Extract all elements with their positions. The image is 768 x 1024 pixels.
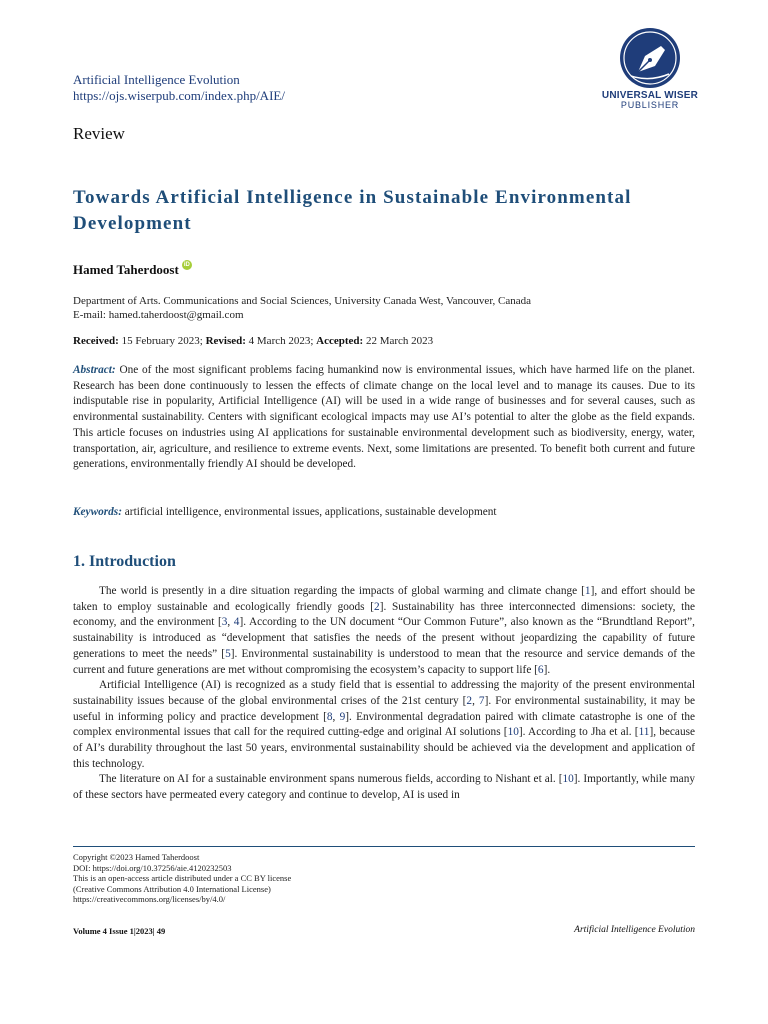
- footnote: [73, 852, 473, 905]
- citation-link[interactable]: 2: [374, 600, 380, 613]
- journal-url[interactable]: https://ojs.wiserpub.com/index.php/AIE/: [73, 88, 285, 103]
- author-name: Hamed Taherdoost: [73, 262, 179, 277]
- volume-info: Volume 4 Issue 1|2023| 49: [73, 926, 166, 936]
- journal-name: Artificial Intelligence Evolution: [73, 72, 240, 87]
- affiliation: Department of Arts. Communications and Social Sciences, University Canada West, Vancouver, Canada: [73, 295, 532, 307]
- citation-link[interactable]: 1: [584, 585, 591, 597]
- accepted-label: Accepted:: [316, 335, 364, 347]
- article-dates: [73, 335, 433, 347]
- section-body: [73, 584, 695, 822]
- title-line-2: Development: [73, 213, 192, 234]
- accepted-date: 22 March 2023: [365, 335, 434, 347]
- license-url[interactable]: https://creativecommons.org/licenses/by/4.0/: [73, 894, 226, 904]
- publisher-subname: PUBLISHER: [620, 100, 680, 110]
- abstract-text: One of the most significant problems facing humankind now is environmental issues, which have harmed life on the planet. Research has been done continuously to lessen the effects of climate change on the local level and to manage its causes. Due to its indisputable rise in popularity, Artificial Intelligence (AI) will be used in a wide range of businesses and for several causes, such as environmental sustainability. Centers with significant ecological impacts may use AI’s potential to alter the globe as the field expands. This article focuses on industries using AI applications for sustainable environmental development such as biodiversity, energy, water, transportation, air, agriculture, and resilience to extreme events. Next, some limitations are presented. To benefit both current and future generations, environmentally friendly AI should be developed.: [73, 364, 695, 471]
- doi[interactable]: DOI: https://doi.org/10.37256/aie.4120232503: [73, 862, 232, 873]
- citation-link[interactable]: 3: [221, 616, 228, 629]
- citation-link[interactable]: 8: [326, 710, 333, 723]
- citation-link[interactable]: 9: [339, 710, 346, 723]
- citation-link[interactable]: 11: [638, 726, 650, 739]
- revised-label: Revised:: [205, 335, 246, 347]
- paragraph: The world is presently in a dire situation regarding the impacts of global warming and climate change [1], and effort should be taken to employ sustainable and ecologically friendly goods [2]. Sustainability has three interconnected dimensions: society, the economy, and the environment [3, 4]. According to the UN document “Our Common Future”, also known as the “Brundtland Report”, sustainability is introduced as “development that satisfies the needs of the present without jeopardizing the capability of future generations to meet the needs” [5]. Environmental sustainability is understood to mean that the resource and service demands of the current and future generations are met without compromising the ecosystem’s capacity to support life [6].: [73, 585, 695, 676]
- paragraph: Artificial Intelligence (AI) is recognized as a study field that is essential to addressing the majority of the present environmental sustainability issues because of the global environmental crises of the 21st century [2, 7]. For environmental sustainability, it may be useful in informing policy and practice development [8, 9]. Environmental degradation paired with climate catastrophe is one of the complex environmental issues that call for the required cutting-edge and original AI solutions [10]. According to Jha et al. [11], because of AI’s durability throughout the last 50 years, environmental sustainability should be achieved via the development and application of this technology.: [73, 679, 695, 770]
- citation-link[interactable]: 2: [466, 694, 473, 707]
- orcid-icon[interactable]: iD: [183, 262, 190, 268]
- article-type: Review: [73, 124, 125, 143]
- section-heading: 1. Introduction: [73, 553, 176, 570]
- citation-link[interactable]: 10: [562, 773, 574, 786]
- pen-nib-icon: [595, 26, 705, 90]
- received-label: Received:: [73, 335, 119, 347]
- footnote-divider: [73, 846, 695, 847]
- citation-link[interactable]: 5: [225, 647, 231, 660]
- title-line-1: Towards Artificial Intelligence in Sustainable Environmental: [73, 187, 632, 208]
- keywords-label: Keywords: [73, 506, 119, 518]
- citation-link[interactable]: 7: [478, 694, 485, 707]
- copyright: Copyright ©2023 Hamed Taherdoost: [73, 852, 200, 862]
- license-line-1: This is an open-access article distributed under a CC BY license: [73, 873, 292, 883]
- revised-date: 4 March 2023;: [248, 335, 314, 347]
- citation-link[interactable]: 6: [537, 663, 544, 676]
- citation-link[interactable]: 10: [507, 726, 519, 739]
- license-line-2: (Creative Commons Attribution 4.0 International License): [73, 883, 271, 894]
- keywords-text: artificial intelligence, environmental issues, applications, sustainable development: [124, 506, 497, 518]
- received-date: 15 February 2023;: [121, 335, 203, 347]
- article-title: [73, 185, 698, 237]
- citation-link[interactable]: 4: [233, 616, 240, 629]
- publisher-logo: [595, 26, 705, 116]
- publisher-name: UNIVERSAL WISER: [601, 90, 699, 101]
- email: E-mail: hamed.taherdoost@gmail.com: [73, 309, 244, 321]
- abstract: [73, 363, 695, 473]
- keywords: Keywords: artificial intelligence, environmental issues, applications, sustainable development: [73, 506, 497, 518]
- abstract-label: Abstract:: [73, 364, 116, 376]
- paragraph: The literature on AI for a sustainable environment spans numerous fields, according to Nishant et al. [10]. Importantly, while many of these sectors have permeated every category and continue to develop, AI is used in: [73, 773, 695, 802]
- running-journal-name: Artificial Intelligence Evolution: [574, 925, 695, 935]
